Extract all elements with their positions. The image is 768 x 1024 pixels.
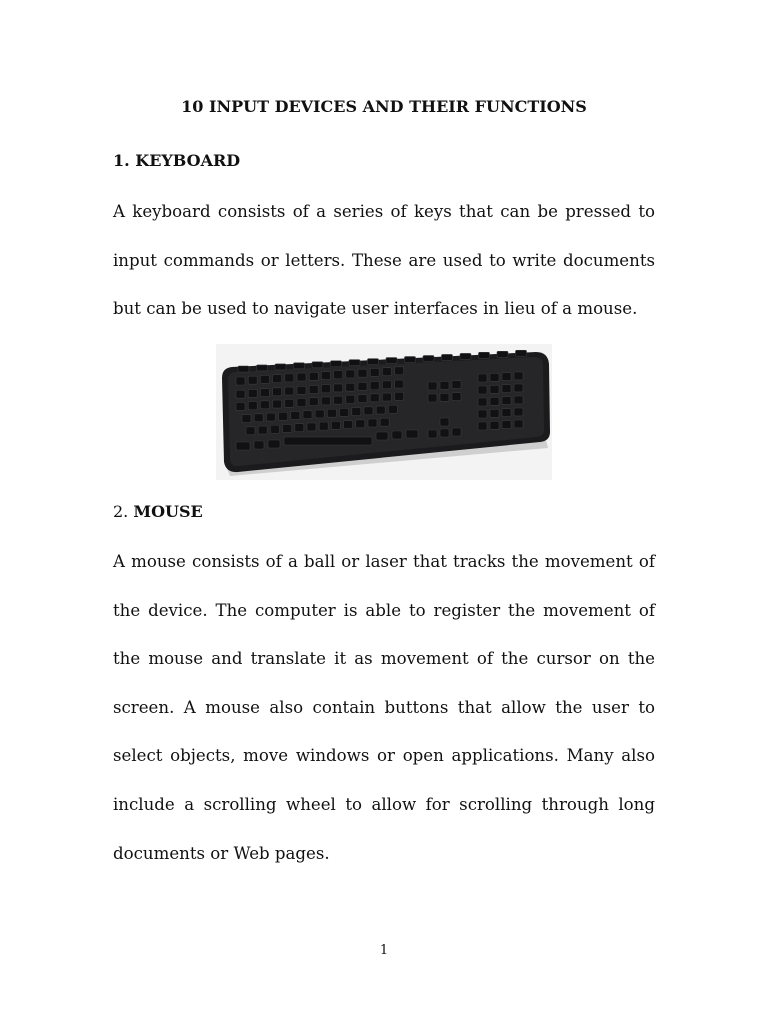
page-number: 1 bbox=[379, 943, 389, 958]
section-heading-keyboard bbox=[113, 151, 240, 170]
keyboard-key bbox=[260, 389, 269, 397]
keyboard-key bbox=[478, 374, 487, 382]
paragraph-line: the device. The computer is able to register the movement of bbox=[113, 600, 655, 620]
keyboard-key bbox=[452, 381, 461, 389]
keyboard-key bbox=[334, 384, 343, 392]
keyboard-key bbox=[358, 382, 367, 390]
keyboard-key bbox=[352, 408, 361, 416]
keyboard-key bbox=[257, 365, 268, 371]
keyboard-key bbox=[334, 396, 343, 404]
keyboard-key bbox=[346, 370, 355, 378]
keyboard-key bbox=[340, 408, 349, 416]
keyboard-key bbox=[315, 410, 324, 418]
keyboard-key bbox=[285, 387, 294, 395]
keyboard-key bbox=[405, 357, 416, 363]
keyboard-key bbox=[406, 430, 418, 438]
keyboard-key bbox=[283, 424, 292, 432]
keyboard-key bbox=[440, 393, 449, 401]
keyboard-key bbox=[273, 388, 282, 396]
keyboard-key bbox=[273, 400, 282, 408]
paragraph-line: A keyboard consists of a series of keys that can be pressed to bbox=[113, 202, 655, 221]
keyboard-key bbox=[428, 430, 437, 438]
section-number: 2. bbox=[113, 502, 129, 521]
keyboard-key bbox=[321, 397, 330, 405]
keyboard-key bbox=[502, 385, 511, 393]
keyboard-key bbox=[428, 394, 437, 402]
paragraph-line: documents or Web pages. bbox=[113, 843, 330, 863]
keyboard-key bbox=[364, 407, 373, 415]
keyboard-key bbox=[346, 383, 355, 391]
keyboard-key bbox=[376, 432, 388, 440]
keyboard-key bbox=[423, 356, 434, 362]
keyboard-key bbox=[368, 419, 377, 427]
keyboard-key bbox=[285, 374, 294, 382]
keyboard-key bbox=[291, 411, 300, 419]
keyboard-key bbox=[346, 395, 355, 403]
keyboard-key bbox=[246, 427, 255, 435]
keyboard-key bbox=[358, 369, 367, 377]
keyboard-key bbox=[309, 372, 318, 380]
keyboard-key bbox=[254, 441, 264, 449]
keyboard-key bbox=[297, 386, 306, 394]
keyboard-key bbox=[440, 381, 449, 389]
keyboard-key bbox=[266, 413, 275, 421]
section-number: 1. bbox=[113, 151, 130, 170]
paragraph-line: select objects, move windows or open applications. Many also bbox=[113, 746, 655, 766]
keyboard-key bbox=[236, 377, 245, 385]
keyboard-key bbox=[490, 409, 499, 417]
keyboard-key bbox=[516, 350, 527, 356]
keyboard-key bbox=[395, 392, 404, 400]
keyboard-key bbox=[502, 373, 511, 381]
document-title: 10 INPUT DEVICES AND THEIR FUNCTIONS bbox=[181, 97, 587, 116]
keyboard-key bbox=[275, 364, 286, 370]
keyboard-key bbox=[490, 421, 499, 429]
keyboard-key bbox=[382, 393, 391, 401]
keyboard-key bbox=[370, 382, 379, 390]
keyboard-key bbox=[248, 402, 257, 410]
keyboard-key bbox=[307, 423, 316, 431]
paragraph-line: the mouse and translate it as movement of the cursor on the bbox=[113, 649, 655, 669]
keyboard-key bbox=[502, 397, 511, 405]
paragraph-line: but can be used to navigate user interfaces in lieu of a mouse. bbox=[113, 299, 638, 319]
paragraph-line: screen. A mouse also contain buttons that allow the user to bbox=[113, 697, 655, 717]
keyboard-key bbox=[452, 428, 461, 436]
keyboard-key bbox=[331, 421, 340, 429]
keyboard-key bbox=[334, 371, 343, 379]
section-heading-mouse bbox=[113, 502, 203, 521]
keyboard-key bbox=[460, 353, 471, 359]
section-label: MOUSE bbox=[133, 502, 203, 521]
keyboard-key bbox=[236, 402, 245, 410]
keyboard-key bbox=[236, 390, 245, 398]
keyboard-key bbox=[382, 368, 391, 376]
keyboard-key bbox=[478, 422, 487, 430]
keyboard-key bbox=[478, 398, 487, 406]
keyboard-key bbox=[478, 410, 487, 418]
keyboard-key bbox=[380, 418, 389, 426]
keyboard-photo bbox=[216, 344, 552, 480]
paragraph-line: include a scrolling wheel to allow for scrolling through long bbox=[113, 794, 655, 814]
paragraph-line: input commands or letters. These are used to write documents bbox=[113, 250, 655, 270]
keyboard-key bbox=[284, 437, 372, 445]
keyboard-key bbox=[490, 385, 499, 393]
section-label: KEYBOARD bbox=[135, 151, 241, 170]
keyboard-key bbox=[297, 373, 306, 381]
keyboard-key bbox=[331, 361, 342, 367]
keyboard-key bbox=[479, 352, 490, 358]
keyboard-key bbox=[248, 376, 257, 384]
keyboard-key bbox=[295, 424, 304, 432]
keyboard-key bbox=[478, 386, 487, 394]
keyboard-key bbox=[258, 426, 267, 434]
keyboard-key bbox=[319, 422, 328, 430]
keyboard-key bbox=[268, 440, 280, 448]
keyboard-key bbox=[260, 375, 269, 383]
keyboard-key bbox=[238, 366, 249, 372]
keyboard-key bbox=[297, 399, 306, 407]
keyboard-key bbox=[514, 396, 523, 404]
keyboard-key bbox=[294, 363, 305, 369]
keyboard-key bbox=[321, 372, 330, 380]
keyboard-key bbox=[502, 409, 511, 417]
keyboard-key bbox=[349, 360, 360, 366]
keyboard-key bbox=[514, 420, 523, 428]
keyboard-key bbox=[273, 375, 282, 383]
keyboard-key bbox=[395, 367, 404, 375]
keyboard-key bbox=[442, 354, 453, 360]
keyboard-key bbox=[376, 406, 385, 414]
keyboard-key bbox=[452, 393, 461, 401]
keyboard-key bbox=[392, 431, 402, 439]
keyboard-key bbox=[514, 372, 523, 380]
keyboard-key bbox=[386, 358, 397, 364]
keyboard-key bbox=[236, 442, 250, 450]
keyboard-key bbox=[358, 395, 367, 403]
paragraph-line: A mouse consists of a ball or laser that tracks the movement of bbox=[113, 552, 655, 571]
keyboard-key bbox=[490, 373, 499, 381]
keyboard-key bbox=[344, 421, 353, 429]
keyboard-key bbox=[270, 425, 279, 433]
keyboard-key bbox=[370, 394, 379, 402]
keyboard-key bbox=[514, 408, 523, 416]
keyboard-key bbox=[370, 368, 379, 376]
keyboard-key bbox=[440, 429, 449, 437]
keyboard-key bbox=[388, 405, 397, 413]
keyboard-key bbox=[368, 359, 379, 365]
keyboard-description bbox=[113, 188, 655, 334]
keyboard-key bbox=[514, 384, 523, 392]
keyboard-key bbox=[428, 382, 437, 390]
keyboard-key bbox=[309, 386, 318, 394]
keyboard-key bbox=[497, 351, 508, 357]
keyboard-key bbox=[312, 362, 323, 368]
keyboard-key bbox=[242, 415, 251, 423]
keyboard-key bbox=[327, 409, 336, 417]
keyboard-key bbox=[260, 401, 269, 409]
keyboard-key bbox=[279, 412, 288, 420]
keyboard-key bbox=[440, 418, 449, 426]
keyboard-key bbox=[356, 420, 365, 428]
keyboard-key bbox=[490, 397, 499, 405]
keyboard-key bbox=[321, 385, 330, 393]
keyboard-key bbox=[502, 421, 511, 429]
keyboard-key bbox=[285, 399, 294, 407]
keyboard-key bbox=[395, 380, 404, 388]
keyboard-key bbox=[303, 411, 312, 419]
keyboard-key bbox=[309, 398, 318, 406]
keyboard-key bbox=[248, 389, 257, 397]
keyboard-key bbox=[254, 414, 263, 422]
keyboard-key bbox=[382, 381, 391, 389]
mouse-description bbox=[113, 538, 655, 878]
